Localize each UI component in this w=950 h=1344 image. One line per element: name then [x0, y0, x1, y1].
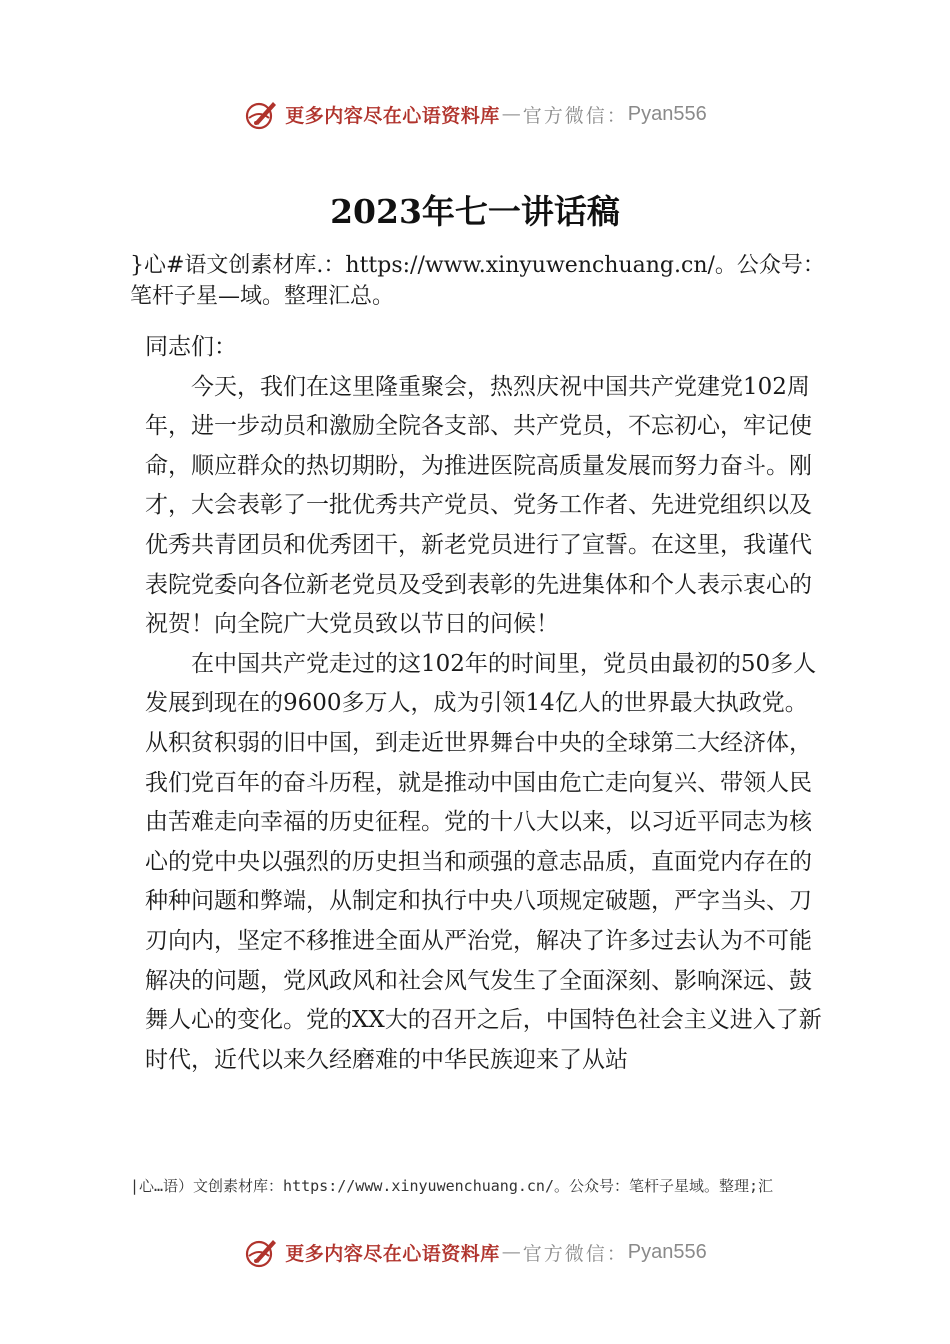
paragraph: 今天，我们在这里隆重聚会，热烈庆祝中国共产党建党102周年，进一步动员和激励全院各支部、共产党员，不忘初心，牢记使命，顺应群众的热切期盼，为推进医院高质量发展而努力奋斗。刚才，大会表彰了一批优秀共产党员、党务工作者、先进党组织以及优秀共青团员和优秀团干，新老党员进行了宣誓。在这里，我谨代表院党委向各位新老党员及受到表彰的先进集体和个人表示衷心的祝贺！向全院广大党员致以节日的问候！ [145, 373, 812, 638]
document-title: 2023年七一讲话稿 [330, 192, 620, 231]
banner-dash: — [501, 1241, 521, 1263]
footer-source-note: |心…语）文创素材库：https://www.xinyuwenchuang.cn/。公众号：笔杆子星域。整理;汇 [130, 1177, 774, 1195]
pen-book-logo-icon [243, 1234, 279, 1270]
banner-dash: — [501, 103, 521, 125]
banner-wechat-id: Pyan556 [627, 1240, 707, 1263]
greeting: 同志们： [145, 334, 237, 360]
paragraph: 在中国共产党走过的这102年的时间里，党员由最初的50多人发展到现在的9600多万人，成为引领14亿人的世界最大执政党。从积贫积弱的旧中国，到走近世界舞台中央的全球第二大经济体，我们党百年的奋斗历程，就是推动中国由危亡走向复兴、带领人民由苦难走向幸福的历史征程。党的十八大以来，以习近平同志为核心的党中央以强烈的历史担当和顽强的意志品质，直面党内存在的种种问题和弊端，从制定和执行中央八项规定破题，严字当头、刀刃向内，坚定不移推进全面从严治党，解决了许多过去认为不可能解决的问题，党风政风和社会风气发生了全面深刻、影响深远、鼓舞人心的变化。党的XX大的召开之后，中国特色社会主义进入了新时代，近代以来久经磨难的中华民族迎来了从站 [145, 650, 822, 1073]
banner-wechat-label: 官方微信： [522, 104, 628, 127]
header-banner [0, 94, 950, 134]
banner-wechat-label: 官方微信： [522, 1242, 628, 1265]
source-line: }心#语文创素材库.：https://www.xinyuwenchuang.cn/。公众号：笔杆子星—域。整理汇总。 [130, 253, 825, 309]
footer-banner [0, 1232, 950, 1272]
pen-book-logo-icon [243, 96, 279, 132]
banner-brand-text: 更多内容尽在心语资料库 [285, 104, 500, 127]
banner-wechat-id: Pyan556 [627, 102, 707, 125]
banner-brand-text: 更多内容尽在心语资料库 [285, 1242, 500, 1265]
document-body [145, 328, 825, 1080]
